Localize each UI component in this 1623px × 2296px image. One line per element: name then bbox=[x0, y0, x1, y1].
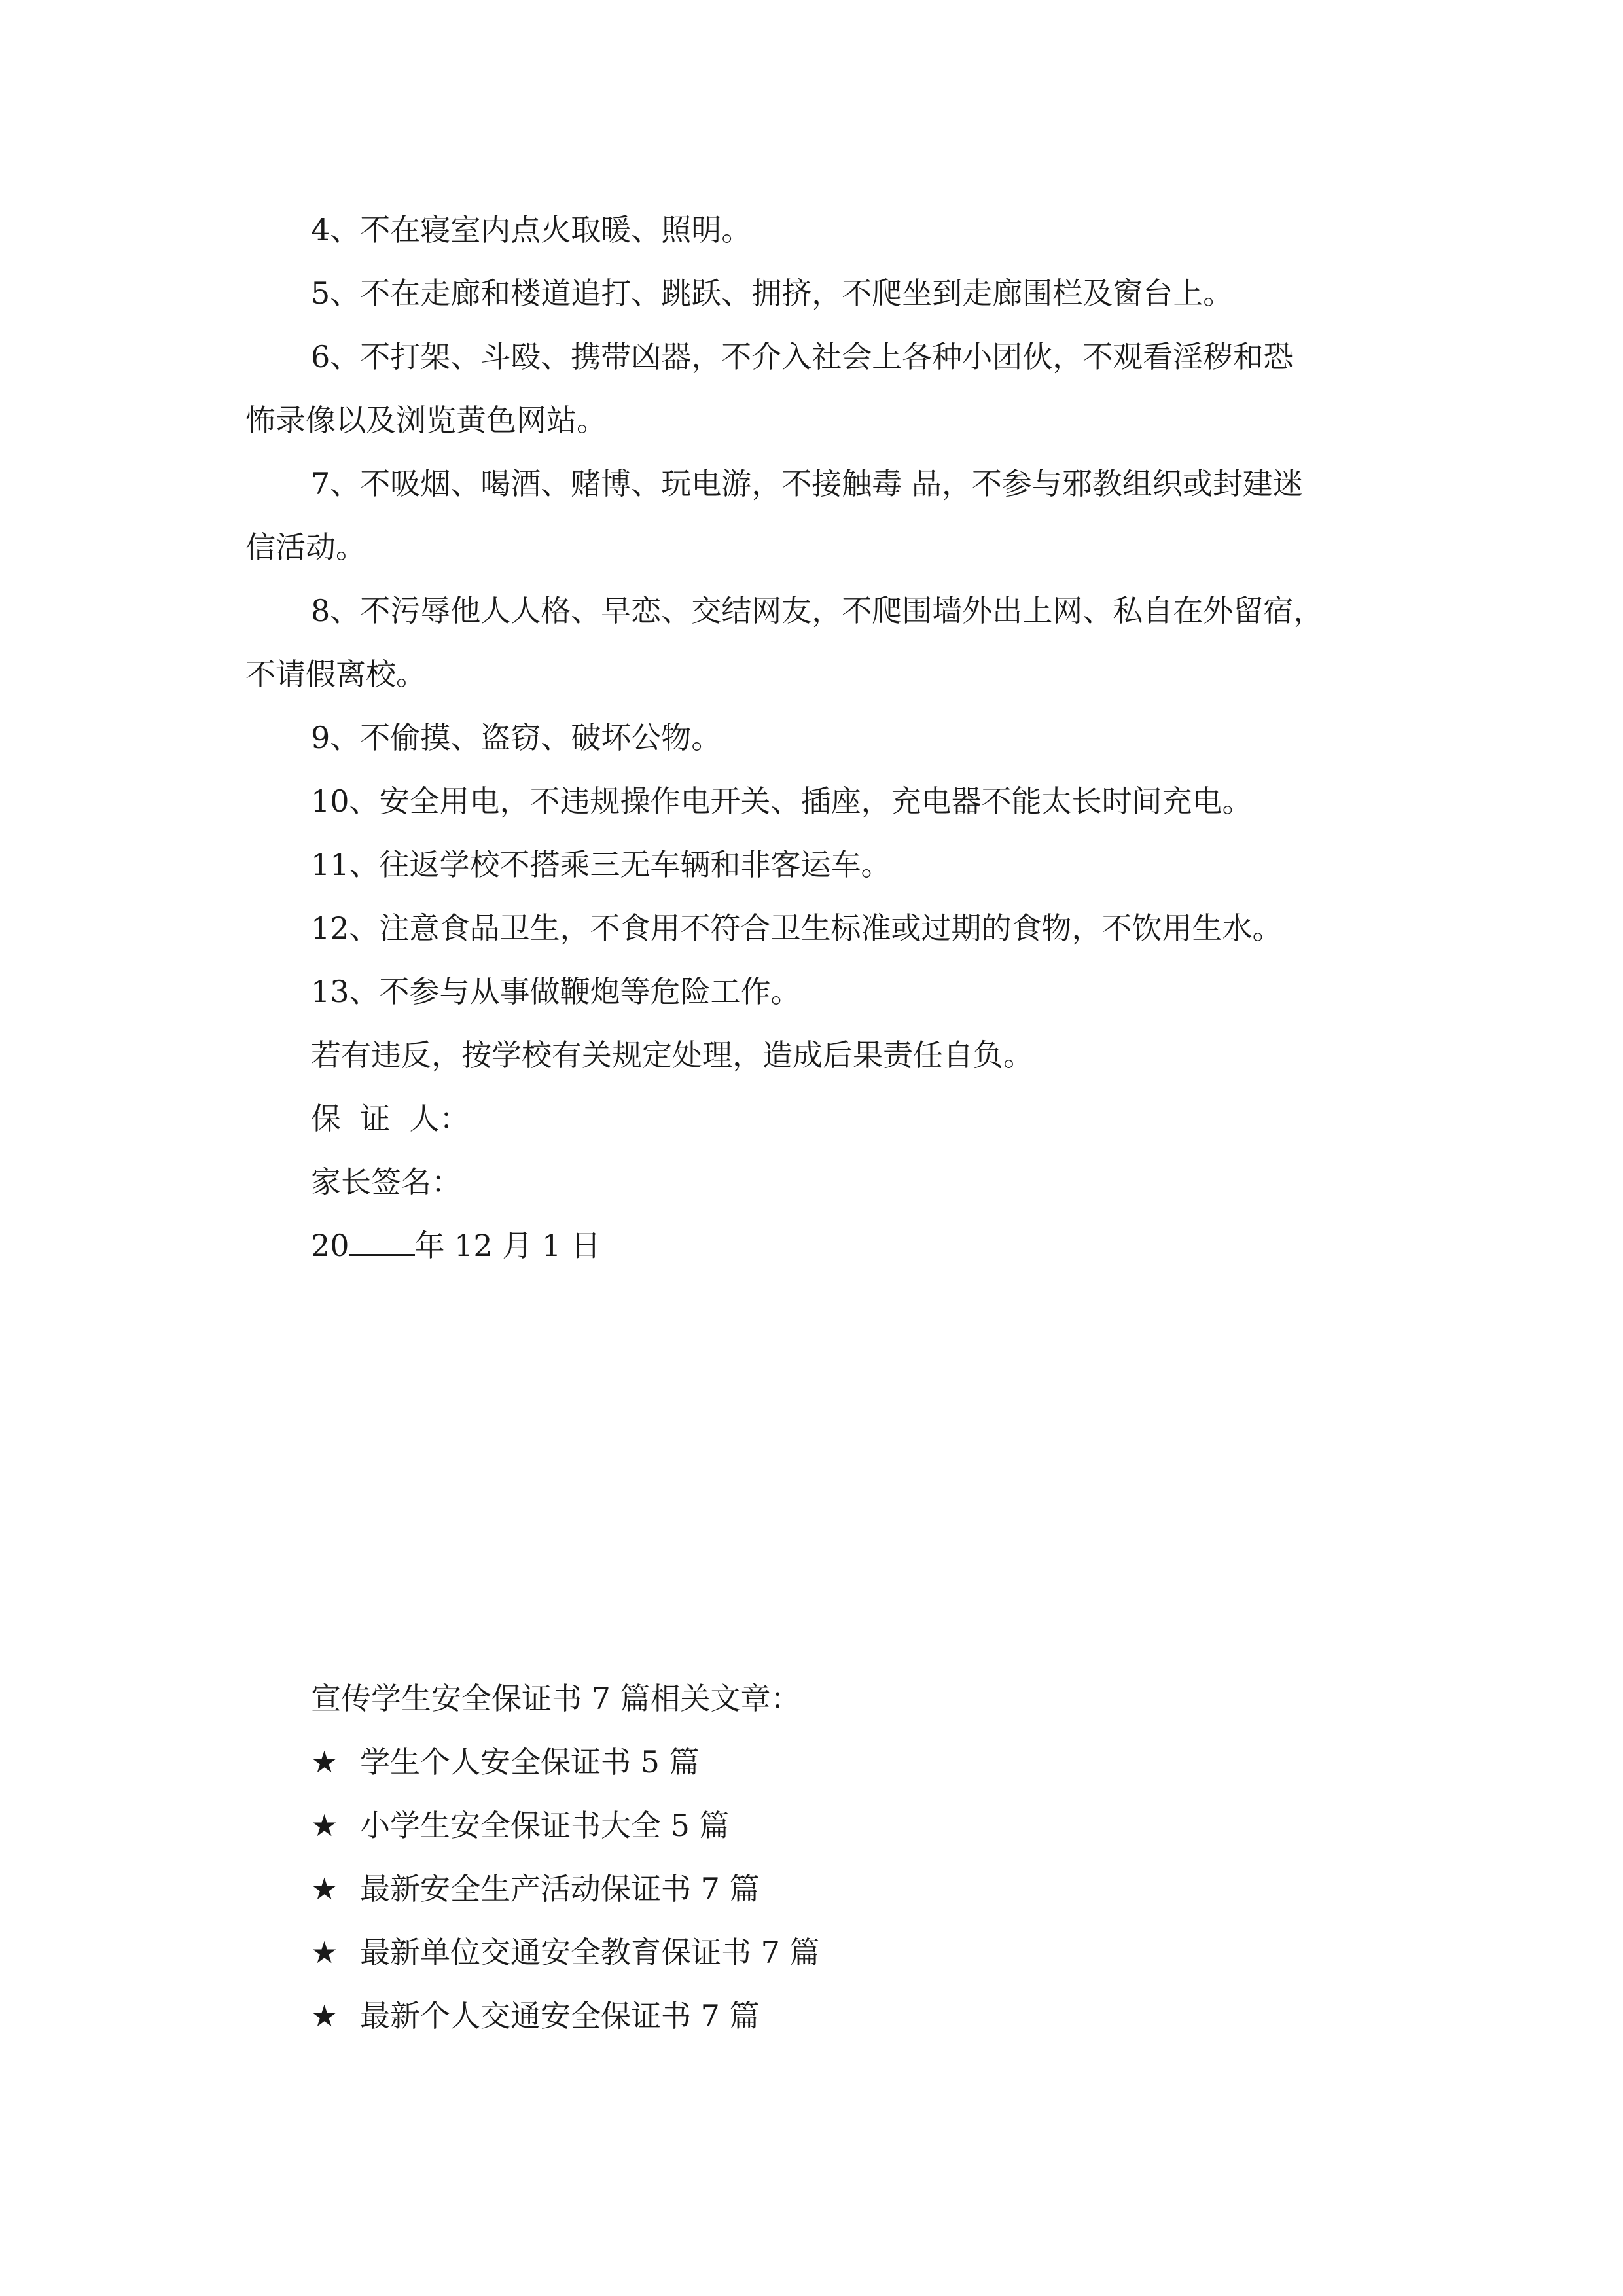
item-6-line-2: 怖录像以及浏览黄色网站。 bbox=[245, 403, 607, 438]
related-link-label[interactable]: 最新单位交通安全教育保证书 7 篇 bbox=[360, 1935, 820, 1970]
item-8-line-2: 不请假离校。 bbox=[245, 656, 426, 692]
item-13: 13、不参与从事做鞭炮等危险工作。 bbox=[311, 974, 801, 1009]
related-link-label[interactable]: 最新个人交通安全保证书 7 篇 bbox=[360, 1998, 760, 2034]
item-10: 10、安全用电，不违规操作电开关、插座，充电器不能太长时间充电。 bbox=[311, 783, 1253, 819]
star-icon: ★ bbox=[311, 1808, 338, 1843]
closing-statement: 若有违反，按学校有关规定处理，造成后果责任自负。 bbox=[311, 1037, 1033, 1073]
item-5: 5、不在走廊和楼道追打、跳跃、拥挤，不爬坐到走廊围栏及窗台上。 bbox=[311, 276, 1234, 311]
related-link-label[interactable]: 学生个人安全保证书 5 篇 bbox=[360, 1744, 700, 1780]
item-7-line-2: 信活动。 bbox=[245, 529, 366, 565]
item-12: 12、注意食品卫生，不食用不符合卫生标准或过期的食物，不饮用生水。 bbox=[311, 910, 1283, 946]
related-link-label[interactable]: 小学生安全保证书大全 5 篇 bbox=[360, 1808, 730, 1843]
item-7-line-1: 7、不吸烟、喝酒、赌博、玩电游，不接触毒 品，不参与邪教组织或封建迷 bbox=[311, 466, 1303, 501]
item-8-line-1: 8、不污辱他人人格、早恋、交结网友，不爬围墙外出上网、私自在外留宿， bbox=[311, 593, 1324, 628]
date-line bbox=[311, 1214, 601, 1278]
related-link[interactable] bbox=[311, 1921, 820, 1984]
related-articles-title: 宣传学生安全保证书 7 篇相关文章： bbox=[311, 1681, 801, 1716]
item-4: 4、不在寝室内点火取暖、照明。 bbox=[311, 212, 752, 247]
related-link[interactable] bbox=[311, 1857, 760, 1921]
guarantor-label: 保 证 人： bbox=[311, 1101, 470, 1136]
item-6-line-1: 6、不打架、斗殴、携带凶器，不介入社会上各种小团伙，不观看淫秽和恐 bbox=[311, 339, 1294, 374]
star-icon: ★ bbox=[311, 1744, 338, 1780]
related-link[interactable] bbox=[311, 1794, 730, 1857]
date-rest: 年 12 月 1 日 bbox=[414, 1228, 601, 1263]
related-link[interactable] bbox=[311, 1984, 760, 2048]
item-11: 11、往返学校不搭乘三无车辆和非客运车。 bbox=[311, 847, 891, 882]
related-link-label[interactable]: 最新安全生产活动保证书 7 篇 bbox=[360, 1871, 760, 1907]
star-icon: ★ bbox=[311, 1871, 338, 1907]
star-icon: ★ bbox=[311, 1935, 338, 1970]
date-year-blank bbox=[349, 1228, 415, 1256]
item-9: 9、不偷摸、盗窃、破坏公物。 bbox=[311, 720, 722, 755]
star-icon: ★ bbox=[311, 1998, 338, 2034]
date-year-prefix: 20 bbox=[311, 1228, 349, 1263]
parent-signature-label: 家长签名： bbox=[311, 1164, 461, 1200]
related-link[interactable] bbox=[311, 1731, 700, 1794]
